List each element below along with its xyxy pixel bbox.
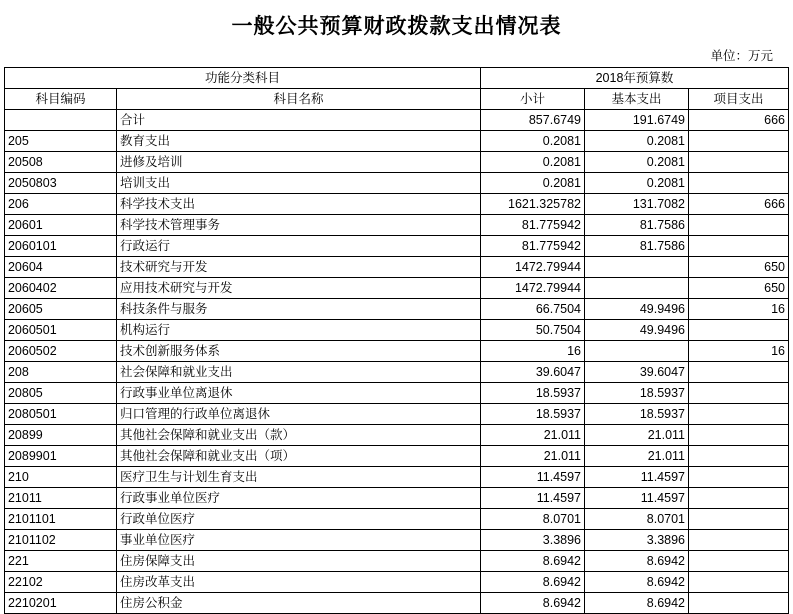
table-row xyxy=(4,509,788,530)
cell-code: 2060101 xyxy=(4,236,116,257)
cell-subtotal: 1472.79944 xyxy=(481,257,585,278)
cell-code: 2089901 xyxy=(4,446,116,467)
cell-code: 205 xyxy=(4,131,116,152)
cell-name: 技术研究与开发 xyxy=(116,257,480,278)
table-row xyxy=(4,194,788,215)
cell-subtotal: 0.2081 xyxy=(481,131,585,152)
cell-basic: 21.011 xyxy=(585,425,689,446)
cell-subtotal: 18.5937 xyxy=(481,383,585,404)
cell-code: 2101101 xyxy=(4,509,116,530)
cell-name: 其他社会保障和就业支出（项） xyxy=(116,446,480,467)
cell-basic: 11.4597 xyxy=(585,488,689,509)
table-row xyxy=(4,446,788,467)
cell-basic: 8.6942 xyxy=(585,593,689,614)
cell-project xyxy=(689,488,789,509)
cell-code: 22102 xyxy=(4,572,116,593)
table-row xyxy=(4,215,788,236)
cell-code: 20605 xyxy=(4,299,116,320)
table-row xyxy=(4,467,788,488)
table-row xyxy=(4,593,788,614)
cell-code: 21011 xyxy=(4,488,116,509)
cell-subtotal: 18.5937 xyxy=(481,404,585,425)
cell-code xyxy=(4,110,116,131)
cell-code: 208 xyxy=(4,362,116,383)
cell-basic: 8.6942 xyxy=(585,572,689,593)
cell-code: 2060501 xyxy=(4,320,116,341)
cell-subtotal: 1472.79944 xyxy=(481,278,585,299)
cell-project xyxy=(689,320,789,341)
cell-basic: 81.7586 xyxy=(585,215,689,236)
table-row xyxy=(4,404,788,425)
cell-name: 技术创新服务体系 xyxy=(116,341,480,362)
cell-project xyxy=(689,236,789,257)
cell-code: 2210201 xyxy=(4,593,116,614)
cell-basic: 18.5937 xyxy=(585,383,689,404)
cell-basic: 191.6749 xyxy=(585,110,689,131)
cell-subtotal: 8.6942 xyxy=(481,572,585,593)
header-group-functional-category: 功能分类科目 xyxy=(4,68,480,89)
cell-basic: 39.6047 xyxy=(585,362,689,383)
cell-name: 培训支出 xyxy=(116,173,480,194)
header-group-budget-year: 2018年预算数 xyxy=(481,68,789,89)
cell-project xyxy=(689,572,789,593)
cell-name: 合计 xyxy=(116,110,480,131)
cell-project xyxy=(689,467,789,488)
cell-name: 行政运行 xyxy=(116,236,480,257)
cell-subtotal: 8.0701 xyxy=(481,509,585,530)
cell-project xyxy=(689,173,789,194)
table-header-group-row xyxy=(4,68,788,89)
cell-name: 科学技术支出 xyxy=(116,194,480,215)
cell-project xyxy=(689,404,789,425)
cell-subtotal: 3.3896 xyxy=(481,530,585,551)
header-col-name: 科目名称 xyxy=(116,89,480,110)
cell-code: 221 xyxy=(4,551,116,572)
cell-subtotal: 16 xyxy=(481,341,585,362)
cell-project: 16 xyxy=(689,341,789,362)
cell-code: 20601 xyxy=(4,215,116,236)
cell-project xyxy=(689,383,789,404)
cell-basic: 3.3896 xyxy=(585,530,689,551)
cell-name: 社会保障和就业支出 xyxy=(116,362,480,383)
cell-code: 210 xyxy=(4,467,116,488)
cell-project: 16 xyxy=(689,299,789,320)
cell-name: 科学技术管理事务 xyxy=(116,215,480,236)
cell-project xyxy=(689,215,789,236)
cell-project xyxy=(689,425,789,446)
cell-name: 医疗卫生与计划生育支出 xyxy=(116,467,480,488)
table-row xyxy=(4,551,788,572)
cell-subtotal: 21.011 xyxy=(481,446,585,467)
cell-name: 住房保障支出 xyxy=(116,551,480,572)
cell-subtotal: 50.7504 xyxy=(481,320,585,341)
cell-project xyxy=(689,593,789,614)
cell-code: 20899 xyxy=(4,425,116,446)
cell-name: 教育支出 xyxy=(116,131,480,152)
cell-code: 20805 xyxy=(4,383,116,404)
cell-subtotal: 81.775942 xyxy=(481,215,585,236)
cell-name: 其他社会保障和就业支出（款） xyxy=(116,425,480,446)
table-row xyxy=(4,110,788,131)
table-row xyxy=(4,572,788,593)
cell-basic: 49.9496 xyxy=(585,299,689,320)
cell-basic: 21.011 xyxy=(585,446,689,467)
cell-subtotal: 21.011 xyxy=(481,425,585,446)
cell-name: 行政事业单位离退休 xyxy=(116,383,480,404)
table-row xyxy=(4,173,788,194)
table-header xyxy=(4,68,788,110)
header-col-subtotal: 小计 xyxy=(481,89,585,110)
cell-basic: 8.6942 xyxy=(585,551,689,572)
cell-code: 2101102 xyxy=(4,530,116,551)
cell-name: 行政单位医疗 xyxy=(116,509,480,530)
header-col-basic: 基本支出 xyxy=(585,89,689,110)
cell-basic: 11.4597 xyxy=(585,467,689,488)
cell-project xyxy=(689,446,789,467)
table-row xyxy=(4,530,788,551)
cell-basic: 81.7586 xyxy=(585,236,689,257)
cell-project xyxy=(689,131,789,152)
cell-project xyxy=(689,530,789,551)
cell-project: 650 xyxy=(689,257,789,278)
cell-subtotal: 0.2081 xyxy=(481,152,585,173)
cell-subtotal: 81.775942 xyxy=(481,236,585,257)
cell-subtotal: 11.4597 xyxy=(481,467,585,488)
cell-basic: 0.2081 xyxy=(585,152,689,173)
table-row xyxy=(4,425,788,446)
header-col-code: 科目编码 xyxy=(4,89,116,110)
table-body xyxy=(4,110,788,614)
table-row xyxy=(4,236,788,257)
cell-name: 归口管理的行政单位离退休 xyxy=(116,404,480,425)
unit-note: 单位：万元 xyxy=(710,49,773,63)
cell-project: 666 xyxy=(689,110,789,131)
cell-subtotal: 66.7504 xyxy=(481,299,585,320)
table-row xyxy=(4,362,788,383)
table-row xyxy=(4,320,788,341)
cell-subtotal: 39.6047 xyxy=(481,362,585,383)
cell-basic: 131.7082 xyxy=(585,194,689,215)
cell-name: 科技条件与服务 xyxy=(116,299,480,320)
cell-name: 机构运行 xyxy=(116,320,480,341)
table-row xyxy=(4,278,788,299)
cell-subtotal: 8.6942 xyxy=(481,551,585,572)
cell-name: 住房改革支出 xyxy=(116,572,480,593)
cell-subtotal: 8.6942 xyxy=(481,593,585,614)
cell-subtotal: 11.4597 xyxy=(481,488,585,509)
cell-basic: 0.2081 xyxy=(585,131,689,152)
table-row xyxy=(4,488,788,509)
table-row xyxy=(4,131,788,152)
cell-name: 住房公积金 xyxy=(116,593,480,614)
cell-basic xyxy=(585,278,689,299)
cell-project xyxy=(689,152,789,173)
cell-project xyxy=(689,362,789,383)
cell-name: 进修及培训 xyxy=(116,152,480,173)
cell-code: 2080501 xyxy=(4,404,116,425)
cell-code: 2060402 xyxy=(4,278,116,299)
table-row xyxy=(4,341,788,362)
cell-code: 20604 xyxy=(4,257,116,278)
cell-code: 20508 xyxy=(4,152,116,173)
cell-code: 206 xyxy=(4,194,116,215)
cell-project: 666 xyxy=(689,194,789,215)
cell-code: 2060502 xyxy=(4,341,116,362)
table-row xyxy=(4,299,788,320)
header-col-project: 项目支出 xyxy=(689,89,789,110)
cell-basic xyxy=(585,341,689,362)
cell-basic: 18.5937 xyxy=(585,404,689,425)
page-title: 一般公共预算财政拨款支出情况表 xyxy=(231,14,562,38)
table-row xyxy=(4,383,788,404)
cell-name: 行政事业单位医疗 xyxy=(116,488,480,509)
cell-project xyxy=(689,551,789,572)
cell-subtotal: 1621.325782 xyxy=(481,194,585,215)
cell-subtotal: 857.6749 xyxy=(481,110,585,131)
table-row xyxy=(4,152,788,173)
cell-basic xyxy=(585,257,689,278)
cell-code: 2050803 xyxy=(4,173,116,194)
budget-table xyxy=(4,67,789,614)
cell-basic: 49.9496 xyxy=(585,320,689,341)
table-row xyxy=(4,257,788,278)
cell-basic: 0.2081 xyxy=(585,173,689,194)
cell-project xyxy=(689,509,789,530)
cell-subtotal: 0.2081 xyxy=(481,173,585,194)
cell-basic: 8.0701 xyxy=(585,509,689,530)
cell-name: 事业单位医疗 xyxy=(116,530,480,551)
table-header-column-row xyxy=(4,89,788,110)
cell-project: 650 xyxy=(689,278,789,299)
cell-name: 应用技术研究与开发 xyxy=(116,278,480,299)
